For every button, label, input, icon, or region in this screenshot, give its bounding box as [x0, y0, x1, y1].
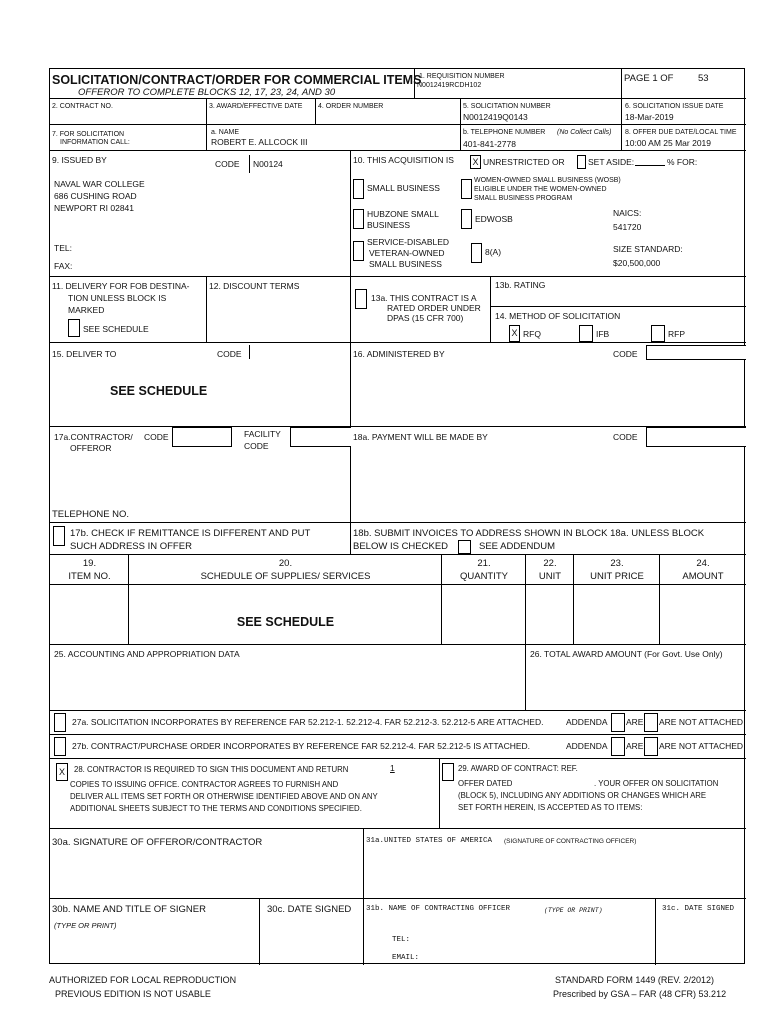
hubzone-label-2: BUSINESS [367, 220, 410, 230]
hubzone-label-1: HUBZONE SMALL [367, 209, 439, 219]
29-text-3: (BLOCK 5), INCLUDING ANY ADDITIONS OR CHANGES WHICH ARE [458, 791, 707, 800]
solicitation-number: N0012419Q0143 [463, 112, 528, 122]
schedule-see-schedule: SEE SCHEDULE [236, 615, 335, 629]
accounting-label: 25. ACCOUNTING AND APPROPRIATION DATA [54, 649, 240, 659]
block-25-accounting[interactable] [50, 645, 526, 711]
footer-previous-edition: PREVIOUS EDITION IS NOT USABLE [55, 989, 211, 999]
27a-are-not-checkbox[interactable] [644, 713, 658, 732]
payment-label: 18a. PAYMENT WILL BE MADE BY [353, 432, 488, 442]
contractor-label-2: OFFEROR [70, 443, 112, 453]
contract-no-label: 2. CONTRACT NO. [52, 103, 113, 110]
issued-by-code: N00124 [253, 159, 283, 169]
28-text-1: 28. CONTRACTOR IS REQUIRED TO SIGN THIS DOCUMENT AND RETURN [74, 765, 349, 774]
form-title: SOLICITATION/CONTRACT/ORDER FOR COMMERCIAL ITEMS [52, 73, 422, 87]
rated-order-label-2: RATED ORDER UNDER [387, 303, 481, 313]
block-13a-rated [351, 277, 491, 343]
col-19-number: 19. [82, 558, 97, 569]
27b-checkbox[interactable] [54, 737, 66, 756]
rfp-label: RFP [668, 329, 685, 339]
award-date-cell[interactable] [207, 99, 316, 125]
info-call-cell [50, 125, 207, 151]
block-27a [50, 711, 746, 735]
ifb-label: IFB [596, 329, 610, 339]
27b-are-checkbox[interactable] [611, 737, 625, 756]
block-9-issued-by [50, 151, 351, 277]
issue-date-label: 6. SOLICITATION ISSUE DATE [625, 103, 724, 110]
wosb-checkbox[interactable] [461, 179, 472, 199]
block-27b [50, 735, 746, 759]
sdvosb-label-2: VETERAN-OWNED [369, 248, 445, 258]
schedule-unit-cell [526, 585, 574, 645]
size-standard: $20,500,000 [613, 258, 661, 268]
requisition-cell [415, 69, 622, 99]
remittance-label-1: 17b. CHECK IF REMITTANCE IS DIFFERENT AND PUT [70, 528, 311, 539]
phone-note: (No Collect Calls) [557, 129, 612, 136]
usa-label: 31a.UNITED STATES OF AMERICA [366, 837, 493, 845]
solicitation-number-cell [461, 99, 622, 125]
remittance-checkbox[interactable] [53, 526, 65, 546]
27a-addenda-label: ADDENDA [566, 717, 608, 727]
block-13b-rating[interactable] [491, 277, 746, 307]
block-15-deliver-to [50, 343, 351, 427]
administered-by-code-field[interactable] [646, 345, 746, 360]
ifb-checkbox[interactable] [579, 325, 593, 342]
27b-are-not-label: ARE NOT ATTACHED [659, 741, 744, 751]
schedule-description-cell [129, 585, 442, 645]
set-aside-percent: % FOR: [667, 157, 698, 167]
wosb-label-2: ELIGIBLE UNDER THE WOMEN-OWNED [474, 186, 607, 193]
issuer-address-line2: 686 CUSHING ROAD [54, 191, 137, 201]
administered-by-code-label: CODE [613, 349, 638, 359]
block-30a-signature[interactable] [50, 829, 364, 899]
unrestricted-label: UNRESTRICTED OR [483, 157, 565, 167]
co-email-label: EMAIL: [392, 954, 420, 962]
offeror-signature-label: 30a. SIGNATURE OF OFFEROR/CONTRACTOR [52, 837, 263, 848]
col-unit-price [574, 555, 660, 585]
offer-due-cell [622, 125, 746, 151]
offer-due: 10:00 AM 25 Mar 2019 [625, 138, 712, 148]
payment-code-label: CODE [613, 432, 638, 442]
hubzone-checkbox[interactable] [353, 209, 364, 229]
contractor-code-field[interactable] [172, 427, 232, 447]
28-copies: 1 [390, 763, 395, 773]
phone-cell [461, 125, 622, 151]
unrestricted-checkbox[interactable]: X [470, 155, 481, 169]
info-call-label-1: 7. FOR SOLICITATION [52, 131, 125, 138]
co-type-note: (TYPE OR PRINT) [544, 907, 603, 914]
block-29 [440, 759, 746, 829]
issued-by-code-label: CODE [215, 159, 240, 169]
size-standard-label: SIZE STANDARD: [613, 244, 683, 254]
27a-text: 27a. SOLICITATION INCORPORATES BY REFERENCE FAR 52.212-1. 52.212-4. FAR 52.212-3. 52.212-5 ARE ATTACHED. [72, 717, 544, 727]
rating-label: 13b. RATING [495, 280, 546, 290]
see-addendum-checkbox[interactable] [458, 540, 471, 554]
8a-checkbox[interactable] [471, 243, 482, 263]
col-schedule [129, 555, 442, 585]
delivery-label-1: 11. DELIVERY FOR FOB DESTINA- [52, 281, 190, 291]
block-18b-invoices [351, 523, 746, 555]
contractor-label-1: 17a.CONTRACTOR/ [54, 432, 133, 442]
27a-are-not-label: ARE NOT ATTACHED [659, 717, 744, 727]
contact-name: ROBERT E. ALLCOCK III [211, 137, 308, 147]
block-17b-remittance [50, 523, 351, 555]
co-date-signed-label: 31c. DATE SIGNED [662, 905, 735, 913]
deliver-to-code-label: CODE [217, 349, 242, 359]
27b-are-label: ARE [626, 741, 644, 751]
29-offer-dated: OFFER DATED [458, 779, 513, 788]
page-total: 53 [698, 73, 709, 84]
rated-order-label-3: DPAS (15 CFR 700) [387, 313, 464, 323]
col-22-label: UNIT [538, 571, 562, 582]
wosb-label-1: WOMEN-OWNED SMALL BUSINESS (WOSB) [474, 177, 621, 184]
block-10-acquisition [351, 151, 746, 277]
delivery-label-2: TION UNLESS BLOCK IS [68, 293, 167, 303]
col-20-number: 20. [278, 558, 293, 569]
facility-code-field[interactable] [290, 427, 351, 447]
block-26-total[interactable] [526, 645, 746, 711]
see-addendum-label: SEE ADDENDUM [479, 541, 556, 552]
issue-date: 18-Mar-2019 [625, 112, 674, 122]
set-aside-checkbox[interactable] [577, 155, 586, 169]
rfq-checkbox[interactable]: X [509, 325, 520, 342]
issued-by-label: 9. ISSUED BY [52, 155, 107, 165]
remittance-label-2: SUCH ADDRESS IN OFFER [70, 541, 192, 552]
rated-order-label-1: 13a. THIS CONTRACT IS A [371, 293, 477, 303]
small-business-checkbox[interactable] [353, 179, 364, 199]
29-checkbox[interactable] [442, 763, 454, 781]
facility-code-label: CODE [244, 441, 269, 451]
issuer-address-line1: NAVAL WAR COLLEGE [54, 179, 145, 189]
rated-order-checkbox[interactable] [355, 289, 367, 309]
sdvosb-checkbox[interactable] [353, 241, 364, 261]
phone-number: 401-841-2778 [463, 139, 516, 149]
issuer-tel: TEL: [54, 243, 72, 253]
footer-reproduction: AUTHORIZED FOR LOCAL REPRODUCTION [49, 975, 237, 985]
naics-code: 541720 [613, 222, 642, 232]
offeror-date-signed-label: 30c. DATE SIGNED [267, 904, 352, 915]
col-21-label: QUANTITY [459, 571, 509, 582]
invoices-label-1: 18b. SUBMIT INVOICES TO ADDRESS SHOWN IN BLOCK 18a. UNLESS BLOCK [353, 528, 705, 539]
issuer-address-line3: NEWPORT RI 02841 [54, 203, 134, 213]
phone-label: b. TELEPHONE NUMBER [463, 129, 546, 136]
27a-are-checkbox[interactable] [611, 713, 625, 732]
edwosb-checkbox[interactable] [461, 209, 472, 229]
block-12-discount[interactable] [207, 277, 351, 343]
solicitation-number-label: 5. SOLICITATION NUMBER [463, 103, 551, 110]
28-text-4: ADDITIONAL SHEETS SUBJECT TO THE TERMS AND CONDITIONS SPECIFIED. [70, 804, 362, 813]
signer-type-note: (TYPE OR PRINT) [54, 921, 117, 930]
facility-label: FACILITY [244, 429, 281, 439]
27b-text: 27b. CONTRACT/PURCHASE ORDER INCORPORATES BY REFERENCE FAR 52.212-4. FAR 52.212-5 IS ATTACHED. [72, 741, 531, 751]
payment-code-field[interactable] [646, 427, 746, 447]
contractor-telephone-label: TELEPHONE NO. [52, 509, 130, 520]
sdvosb-label-3: SMALL BUSINESS [369, 259, 442, 269]
info-call-label-2: INFORMATION CALL: [60, 139, 130, 146]
29-text-4: SET FORTH HEREIN, IS ACCEPTED AS TO ITEMS: [458, 803, 643, 812]
footer-form-number: STANDARD FORM 1449 (REV. 2/2012) [555, 975, 715, 985]
block-16-administered-by [351, 343, 746, 427]
requisition-label: 1. REQUISITION NUMBER [419, 73, 505, 80]
col-quantity [442, 555, 526, 585]
col-item-no [50, 555, 129, 585]
col-20-label: SCHEDULE OF SUPPLIES/ SERVICES [200, 571, 371, 582]
delivery-label-3: MARKED [68, 305, 105, 315]
block-30c-date[interactable] [260, 899, 364, 965]
contractor-code-label: CODE [144, 432, 169, 442]
col-23-label: UNIT PRICE [590, 571, 644, 582]
page-label: PAGE 1 OF [624, 73, 674, 84]
schedule-amount-cell [660, 585, 746, 645]
edwosb-label: EDWOSB [475, 214, 513, 224]
discount-terms-label: 12. DISCOUNT TERMS [209, 281, 300, 291]
col-21-number: 21. [477, 558, 491, 569]
27a-are-label: ARE [626, 717, 644, 727]
naics-label: NAICS: [613, 208, 642, 218]
col-24-label: AMOUNT [682, 571, 724, 582]
block-17a-contractor [50, 427, 351, 523]
signer-name-label: 30b. NAME AND TITLE OF SIGNER [52, 904, 206, 915]
see-schedule-label: SEE SCHEDULE [83, 324, 149, 334]
requisition-number: N0012419RCDH102 [417, 82, 482, 89]
block-31a-usa[interactable] [364, 829, 746, 899]
8a-label: 8(A) [485, 247, 502, 257]
issue-date-cell [622, 99, 746, 125]
block-18a-payment [351, 427, 746, 523]
block-11-delivery [50, 277, 207, 343]
header-title-cell [50, 69, 422, 99]
offer-due-label: 8. OFFER DUE DATE/LOCAL TIME [625, 129, 737, 136]
acquisition-label: 10. THIS ACQUISITION IS [353, 155, 454, 165]
contact-name-label: a. NAME [211, 129, 240, 136]
set-aside-label: SET ASIDE: [588, 157, 635, 167]
sf1449-form [49, 68, 745, 964]
co-signature-note: (SIGNATURE OF CONTRACTING OFFICER) [504, 838, 637, 845]
order-number-cell[interactable] [316, 99, 461, 125]
award-date-label: 3. AWARD/EFFECTIVE DATE [209, 103, 303, 110]
28-checkbox[interactable]: X [56, 763, 68, 781]
sdvosb-label-1: SERVICE-DISABLED [367, 237, 450, 247]
27a-checkbox[interactable] [54, 713, 66, 732]
27b-are-not-checkbox[interactable] [644, 737, 658, 756]
invoices-label-2: BELOW IS CHECKED [353, 541, 449, 552]
form-subtitle: OFFEROR TO COMPLETE BLOCKS 12, 17, 23, 24, AND 30 [78, 87, 336, 98]
co-tel-label: TEL: [392, 936, 411, 944]
col-22-number: 22. [543, 558, 557, 569]
28-text-3: DELIVER ALL ITEMS SET FORTH OR OTHERWISE IDENTIFIED ABOVE AND ON ANY [70, 792, 378, 801]
block-31b-co-name[interactable] [364, 899, 656, 965]
schedule-unit-price-cell [574, 585, 660, 645]
block-28 [50, 759, 440, 829]
schedule-quantity-cell [442, 585, 526, 645]
deliver-to-label: 15. DELIVER TO [52, 349, 117, 359]
col-19-label: ITEM NO. [68, 571, 111, 582]
col-24-number: 24. [696, 558, 710, 569]
col-unit [526, 555, 574, 585]
see-schedule-checkbox[interactable] [68, 319, 80, 337]
method-label: 14. METHOD OF SOLICITATION [495, 311, 621, 321]
rfq-label: RFQ [523, 329, 541, 339]
administered-by-label: 16. ADMINISTERED BY [353, 349, 445, 359]
footer-prescribed-by: Prescribed by GSA – FAR (48 CFR) 53.212 [553, 989, 727, 999]
rfp-checkbox[interactable] [651, 325, 665, 342]
deliver-to-see-schedule: SEE SCHEDULE [110, 384, 208, 398]
schedule-item-cell [50, 585, 129, 645]
co-name-label: 31b. NAME OF CONTRACTING OFFICER [366, 905, 511, 913]
27b-addenda-label: ADDENDA [566, 741, 608, 751]
block-14-method [491, 307, 746, 343]
col-amount [660, 555, 746, 585]
col-23-number: 23. [610, 558, 624, 569]
29-text-1: 29. AWARD OF CONTRACT: REF. [458, 764, 578, 773]
block-30b-name[interactable] [50, 899, 260, 965]
contract-no-cell[interactable] [50, 99, 207, 125]
contact-name-cell [207, 125, 461, 151]
wosb-label-3: SMALL BUSINESS PROGRAM [474, 195, 573, 202]
block-31c-date[interactable] [656, 899, 746, 965]
total-award-label: 26. TOTAL AWARD AMOUNT (For Govt. Use Only) [530, 649, 723, 659]
29-your-offer: . YOUR OFFER ON SOLICITATION [594, 779, 719, 788]
small-business-label: SMALL BUSINESS [367, 183, 440, 193]
issuer-fax: FAX: [54, 261, 73, 271]
page-cell [622, 69, 746, 99]
order-number-label: 4. ORDER NUMBER [318, 103, 384, 110]
28-text-2: COPIES TO ISSUING OFFICE. CONTRACTOR AGREES TO FURNISH AND [70, 780, 339, 789]
